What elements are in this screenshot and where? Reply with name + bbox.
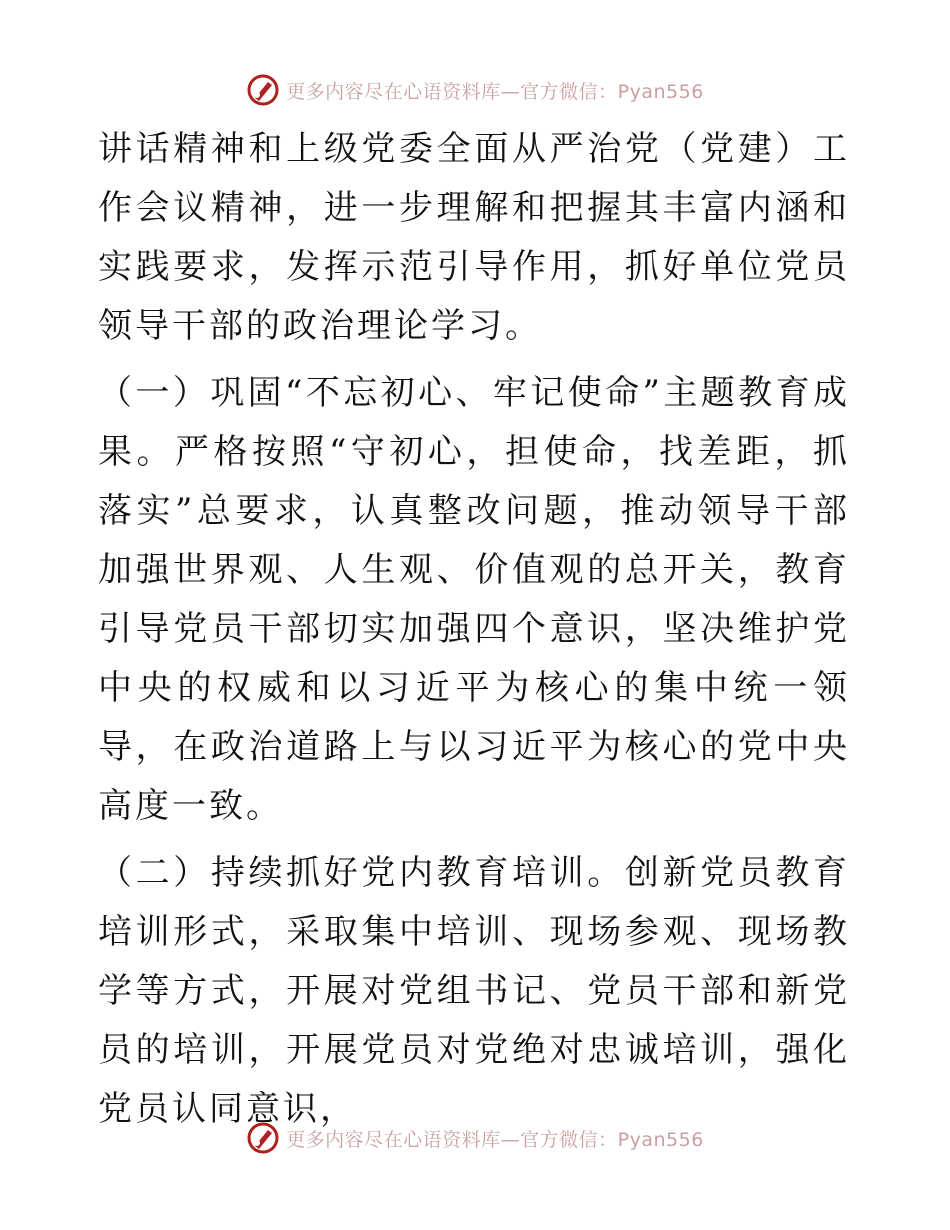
header-watermark-text: 更多内容尽在心语资料库—官方微信：Pyan556 — [286, 80, 704, 103]
paragraph-3: （二）持续抓好党内教育培训。创新党员教育培训形式，采取集中培训、现场参观、现场教学等方式，开展对党组书记、党员干部和新党员的培训，开展党员对党绝对忠诚培训，强化党员认同意识， — [98, 853, 850, 1129]
header-watermark — [0, 70, 950, 110]
paragraph-1: 讲话精神和上级党委全面从严治党（党建）工作会议精神，进一步理解和把握其丰富内涵和实践要求，发挥示范引导作用，抓好单位党员领导干部的政治理论学习。 — [98, 129, 850, 346]
document-body — [98, 120, 850, 1139]
pen-seal-logo-icon — [246, 1121, 280, 1155]
footer-watermark-text: 更多内容尽在心语资料库—官方微信：Pyan556 — [286, 1128, 704, 1151]
paragraph-2: （一）巩固“不忘初心、牢记使命”主题教育成果。严格按照“守初心，担使命，找差距，抓落实”总要求，认真整改问题，推动领导干部加强世界观、人生观、价值观的总开关，教育引导党员干部切实加强四个意识，坚决维护党中央的权威和以习近平为核心的集中统一领导，在政治道路上与以习近平为核心的党中央高度一致。 — [98, 373, 850, 826]
footer-watermark — [0, 1118, 950, 1158]
pen-seal-logo-icon — [246, 73, 280, 107]
